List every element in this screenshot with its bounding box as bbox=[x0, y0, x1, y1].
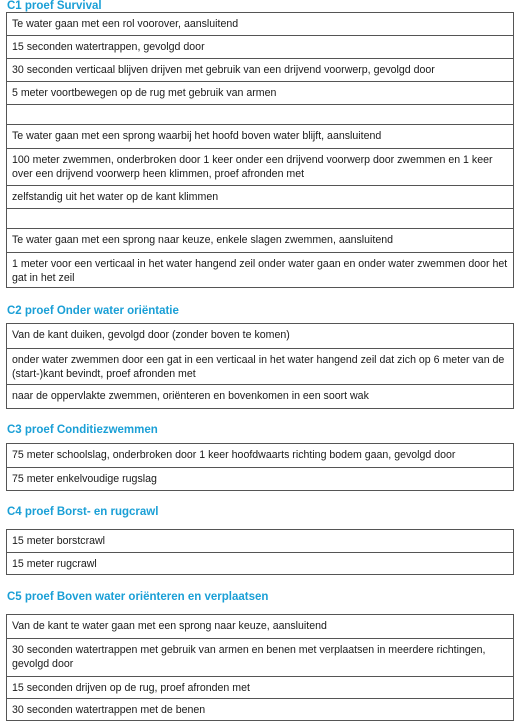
table-row: 15 meter rugcrawl bbox=[7, 552, 513, 574]
table-c2 bbox=[6, 323, 514, 409]
table-c4 bbox=[6, 529, 514, 575]
table-row: onder water zwemmen door een gat in een verticaal in het water hangend zeil dat zich op 6 meter van de (start-)kant bevindt, proef afronden met bbox=[7, 348, 513, 384]
table-row: naar de oppervlakte zwemmen, oriënteren en bovenkomen in een soort wak bbox=[7, 384, 513, 408]
table-row: 30 seconden watertrappen met de benen bbox=[7, 698, 513, 720]
table-row: 15 meter borstcrawl bbox=[12, 535, 106, 547]
table-c1 bbox=[6, 12, 514, 288]
table-row: Te water gaan met een sprong waarbij het hoofd boven water blijft, aansluitend bbox=[7, 124, 513, 148]
table-c3 bbox=[6, 443, 514, 491]
table-row: Te water gaan met een rol voorover, aansluitend bbox=[12, 18, 239, 30]
table-row bbox=[7, 104, 513, 124]
table-row: 75 meter schoolslag, onderbroken door 1 keer hoofdwaarts richting bodem gaan, gevolgd door bbox=[12, 449, 456, 461]
table-c5 bbox=[6, 614, 514, 721]
table-row: Te water gaan met een sprong naar keuze, enkele slagen zwemmen, aansluitend bbox=[7, 228, 513, 252]
table-row bbox=[7, 208, 513, 228]
table-row: Van de kant duiken, gevolgd door (zonder boven te komen) bbox=[12, 329, 290, 341]
section-heading-c1: C1 proef Survival bbox=[7, 0, 102, 12]
section-heading-c4: C4 proef Borst- en rugcrawl bbox=[7, 506, 159, 518]
table-row: 1 meter voor een verticaal in het water hangend zeil onder water gaan en onder water zwemmen door het gat in het zeil bbox=[7, 252, 513, 287]
table-row: 30 seconden watertrappen met gebruik van armen en benen met verplaatsen in meerdere richtingen, gevolgd door bbox=[7, 638, 513, 676]
table-row: 100 meter zwemmen, onderbroken door 1 keer onder een drijvend voorwerp door zwemmen en 1 keer over een drijvend voorwerp heen klimmen, proef afronden met bbox=[7, 148, 513, 185]
table-row: 15 seconden drijven op de rug, proef afronden met bbox=[7, 676, 513, 698]
section-heading-c3: C3 proef Conditiezwemmen bbox=[7, 424, 158, 436]
section-heading-c5: C5 proef Boven water oriënteren en verplaatsen bbox=[7, 591, 269, 603]
table-row: zelfstandig uit het water op de kant klimmen bbox=[7, 185, 513, 208]
section-heading-c2: C2 proef Onder water oriëntatie bbox=[7, 305, 179, 317]
table-row: 30 seconden verticaal blijven drijven met gebruik van een drijvend voorwerp, gevolgd door bbox=[7, 58, 513, 81]
table-row: 75 meter enkelvoudige rugslag bbox=[7, 467, 513, 490]
table-row: Van de kant te water gaan met een sprong naar keuze, aansluitend bbox=[12, 620, 327, 632]
table-row: 5 meter voortbewegen op de rug met gebruik van armen bbox=[7, 81, 513, 104]
table-row: 15 seconden watertrappen, gevolgd door bbox=[7, 35, 513, 58]
